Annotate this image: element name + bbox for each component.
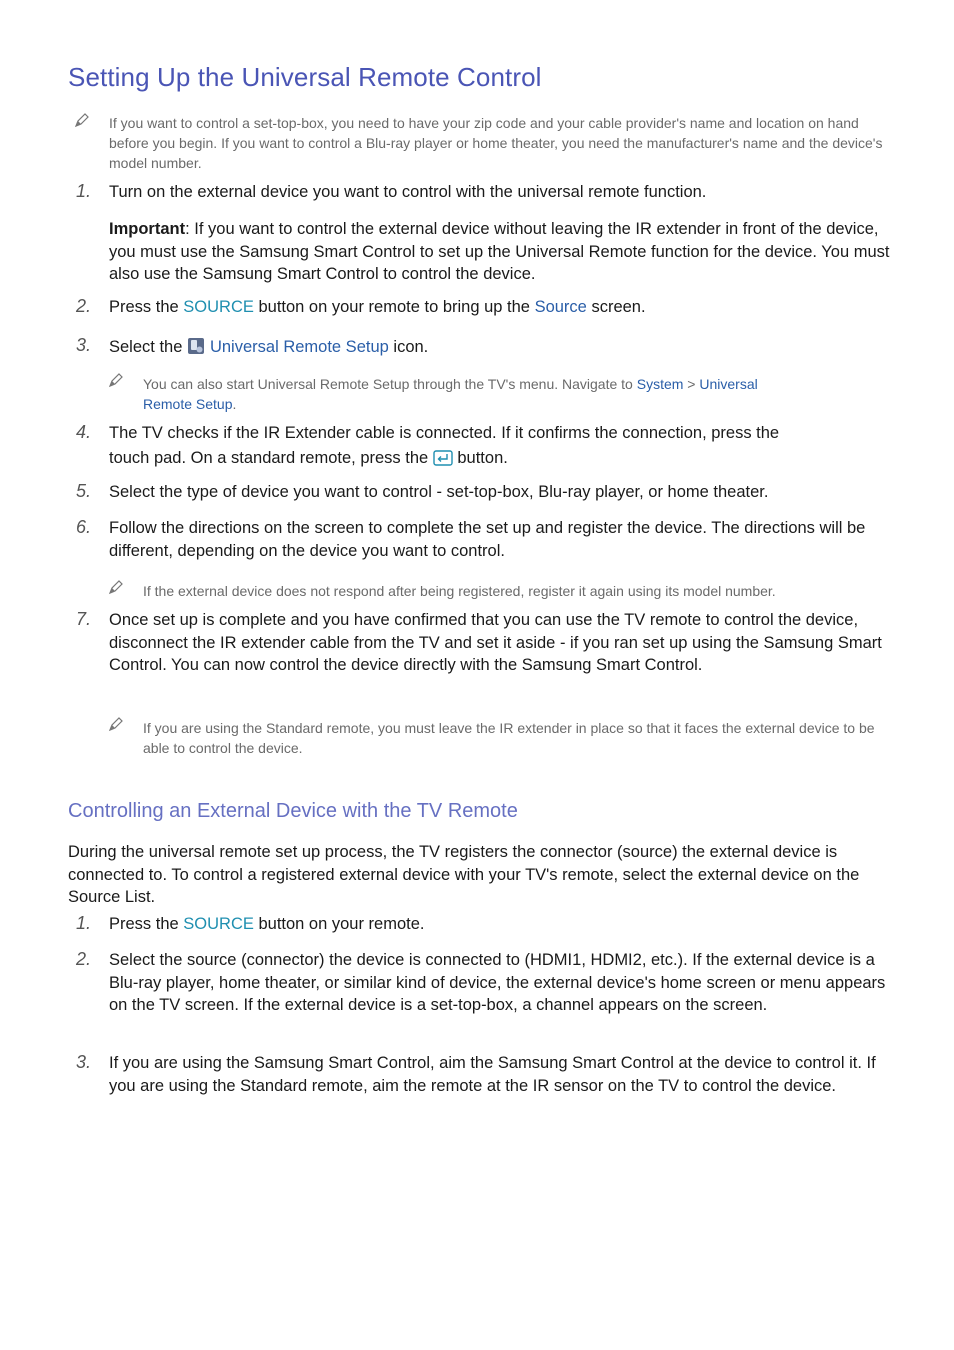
enter-button-icon xyxy=(433,450,453,466)
step-text xyxy=(109,296,899,319)
step-text: Turn on the external device you want to control with the universal remote function. xyxy=(109,183,707,201)
text-fragment: Select the xyxy=(109,338,187,356)
pencil-note-icon xyxy=(74,112,90,128)
pencil-note-icon xyxy=(108,579,124,595)
universal-remote-setup-keyword: Universal Remote Setup xyxy=(209,338,389,356)
pencil-note-icon xyxy=(108,372,124,388)
step-number: 2. xyxy=(76,949,92,969)
step-number: 3. xyxy=(76,335,92,355)
text-fragment: You can also start Universal Remote Setup through the TV's menu. Navigate to xyxy=(143,376,637,392)
remote-setup-keyword: Remote Setup xyxy=(143,396,233,412)
important-label: Important xyxy=(109,220,186,238)
step7-note: If you are using the Standard remote, you must leave the IR extender in place so that it faces the external device to be able to control the device. xyxy=(143,720,875,756)
step-text: Select the source (connector) the device is connected to (HDMI1, HDMI2, etc.). If the external device is a Blu-ray player, home theater, or similar kind of device, the external device's home screen or menu appears on the TV screen. If the external device is a set-top-box, a channel appears on the screen. xyxy=(109,951,886,1014)
text-fragment: button on your remote to bring up the xyxy=(253,298,535,316)
source-keyword: SOURCE xyxy=(183,915,254,933)
step-number: 2. xyxy=(76,296,92,316)
important-paragraph xyxy=(109,218,894,286)
text-fragment: button. xyxy=(452,449,508,467)
step3-note xyxy=(143,374,883,414)
text-fragment: > xyxy=(683,376,700,392)
step-number: 7. xyxy=(76,609,92,629)
step-number: 1. xyxy=(76,913,92,933)
text-fragment: . xyxy=(232,396,237,412)
page-title: Setting Up the Universal Remote Control xyxy=(68,62,542,92)
text-fragment: Press the xyxy=(109,298,184,316)
step-text: Once set up is complete and you have confirmed that you can use the TV remote to control the device, disconnect the IR extender cable from the TV and set it aside - if you ran set up using the Samsung Smart Control. You can now control the device directly with the Samsung Smart Control. xyxy=(109,611,882,674)
step-text: Follow the directions on the screen to complete the set up and register the device. The directions will be different, depending on the device you want to control. xyxy=(109,519,866,560)
text-fragment: screen. xyxy=(586,298,646,316)
step-text xyxy=(109,447,899,470)
universal-remote-setup-icon xyxy=(187,337,205,355)
step-number: 5. xyxy=(76,481,92,501)
text-fragment: icon. xyxy=(388,338,429,356)
step-number: 1. xyxy=(76,181,92,201)
pencil-note-icon xyxy=(108,716,124,732)
text-fragment: touch pad. On a standard remote, press the xyxy=(109,449,433,467)
source-keyword: SOURCE xyxy=(183,298,254,316)
step-text: Select the type of device you want to control - set-top-box, Blu-ray player, or home theater. xyxy=(109,483,769,501)
step-number: 3. xyxy=(76,1052,92,1072)
source-screen-keyword: Source xyxy=(534,298,587,316)
step-number: 4. xyxy=(76,422,92,442)
step-number: 6. xyxy=(76,517,92,537)
step-text xyxy=(109,336,899,359)
step-text xyxy=(109,913,899,936)
intro-note: If you want to control a set-top-box, you need to have your zip code and your cable provider's name and location on hand before you begin. If you want to control a Blu-ray player or home theater, you need the manufacturer's name and the device's model number. xyxy=(109,115,883,171)
system-keyword: System xyxy=(636,376,684,392)
step-text: The TV checks if the IR Extender cable is connected. If it confirms the connection, press the xyxy=(109,424,780,442)
step-text: If you are using the Samsung Smart Control, aim the Samsung Smart Control at the device to control it. If you are using the Standard remote, aim the remote at the IR sensor on the TV to control the device. xyxy=(109,1054,876,1095)
important-text: : If you want to control the external device without leaving the IR extender in front of the device, you must use the Samsung Smart Control to set up the Universal Remote function for the device. You must also use the Samsung Smart Control to control the device. xyxy=(109,220,890,283)
section-title: Controlling an External Device with the TV Remote xyxy=(68,800,518,822)
universal-keyword: Universal xyxy=(699,376,758,392)
text-fragment: Press the xyxy=(109,915,184,933)
text-fragment: button on your remote. xyxy=(253,915,425,933)
section-intro: During the universal remote set up process, the TV registers the connector (source) the external device is connected to. To control a registered external device with your TV's remote, select the external device on the Source List. xyxy=(68,843,860,906)
step6-note: If the external device does not respond after being registered, register it again using its model number. xyxy=(143,583,776,599)
